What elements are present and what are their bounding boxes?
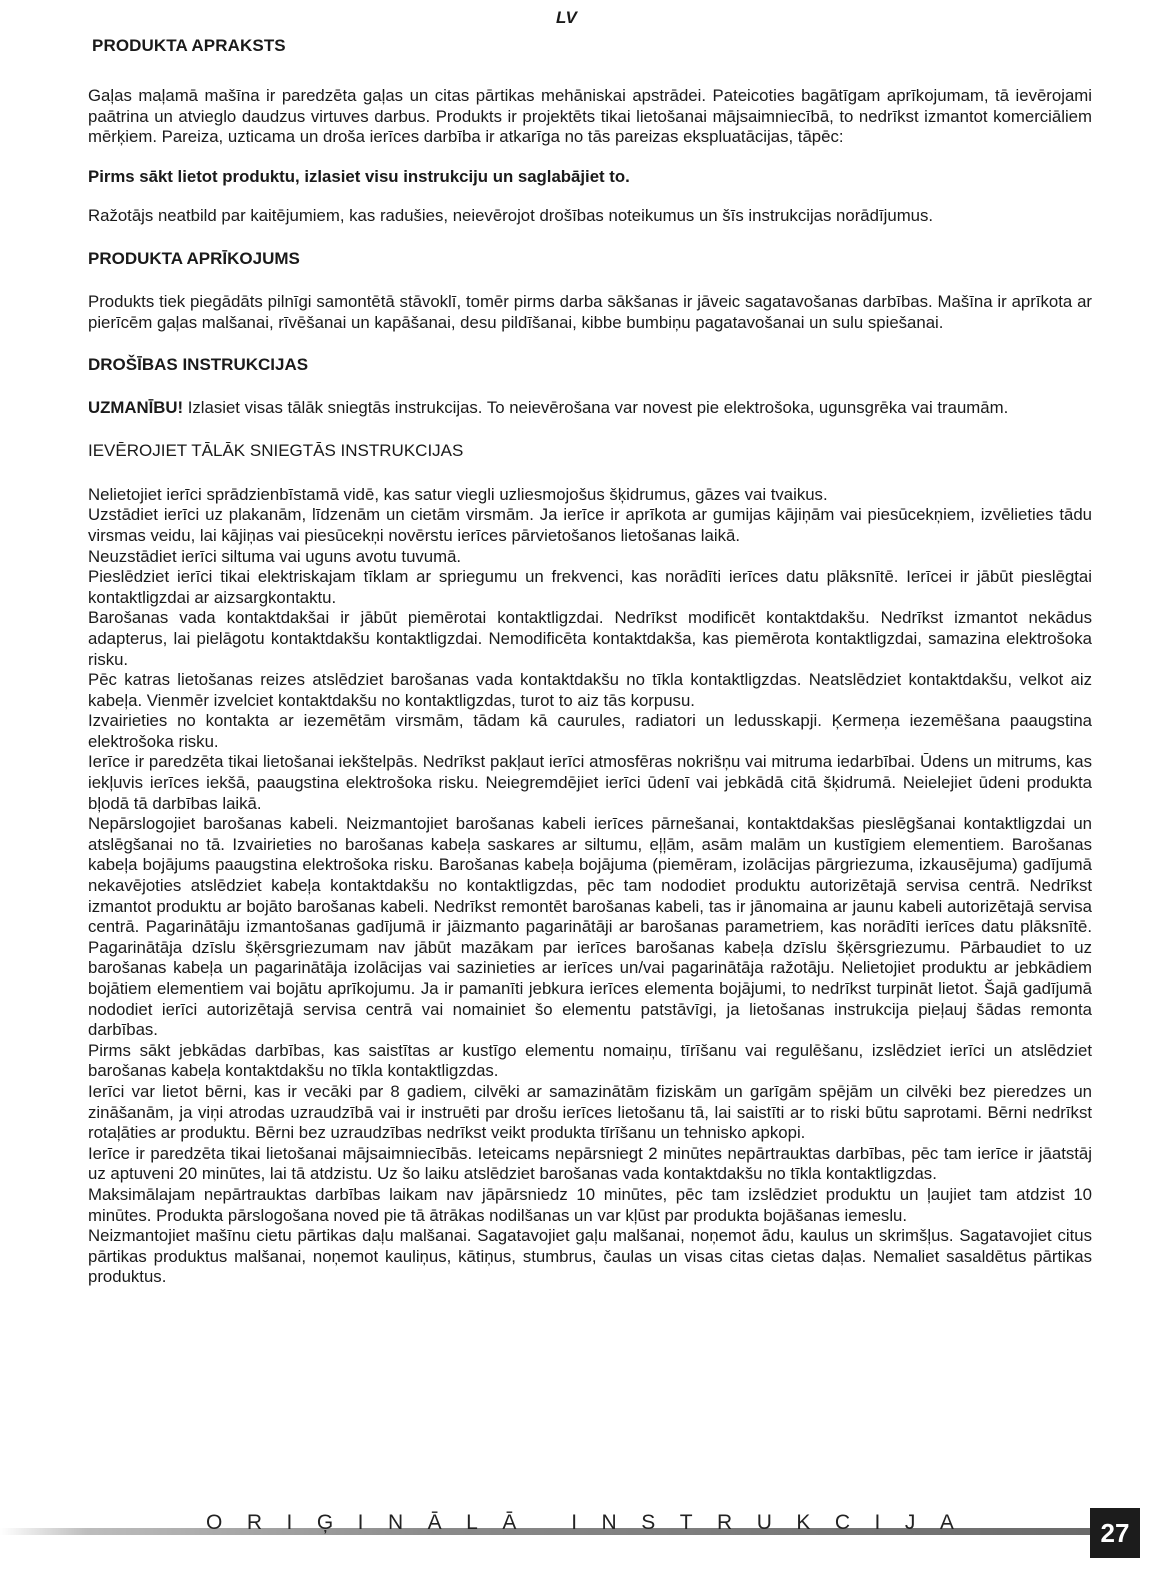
safety-rule: Ierīci var lietot bērni, kas ir vecāki par 8 gadiem, cilvēki ar samazinātām fiziskām un garīgām spējām un cilvēki bez pieredzes un zināšanām, ja viņi atrodas uzraudzībā vai ir instruēti par drošu ierīces lietošanu tā, lai saistīti ar to riski būtu saprotami. Bērni nedrīkst rotaļāties ar produktu. Bērni bez uzraudzības nedrīkst veikt produkta tīrīšanu un tehnisko apkopi.	[88, 1081, 1092, 1143]
safety-rule: Nepārslogojiet barošanas kabeli. Neizmantojiet barošanas kabeli ierīces pārnešanai, kontaktdakšas pieslēgšanai kontaktligzdai un atslēgšanai no tā. Izvairieties no barošanas kabeļa saskares ar siltumu, eļļām, asām malām un kustīgiem elementiem. Barošanas kabeļa bojājums paaugstina elektrošoka risku. Barošanas kabeļa bojājuma (piemēram, izolācijas pārgriezuma, izkausējuma) gadījumā nekavējoties atslēdziet kabeļa kontaktdakšu no kontaktligzdas, pēc tam nododiet produktu autorizētajā servisa centrā. Nedrīkst izmantot produktu ar bojāto barošanas kabeli. Nedrīkst remontēt barošanas kabeli, tas ir jānomaina ar jaunu kabeli autorizētajā servisa centrā. Pagarinātāju izmantošanas gadījumā ir jāizmanto pagarinātāji ar barošanas parametriem, kas norādīti ierīces datu plāksnītē. Pagarinātāja dzīslu šķērsgriezumam nav jābūt mazākam par ierīces barošanas kabeļa dzīslu šķērsgriezumu. Pārbaudiet to uz barošanas kabeļa un pagarinātāja izolācijas vai sazinieties ar ierīces un/vai pagarinātāja ražotāju. Nelietojiet produktu ar jebkādiem bojātiem elementiem vai bojātu aprīkojumu. Ja ir pamanīti jebkura ierīces elementa bojājumi, to nedrīkst turpināt lietot. Šajā gadījumā nododiet ierīci autorizētajā servisa centrā vai nomainiet šo elementu patstāvīgi, ja lietošanas instrukcija pieļauj šādas remonta darbības.	[88, 814, 1092, 1040]
page-title: PRODUKTA APRAKSTS	[92, 36, 286, 55]
safety-rule: Ierīce ir paredzēta tikai lietošanai iekštelpās. Nedrīkst pakļaut ierīci atmosfēras nokrišņu vai mitruma iedarbībai. Ūdens un mitrums, kas iekļuvis ierīces iekšā, paaugstina elektrošoka risku. Neiegremdējiet ierīci ūdenī vai jebkādā citā šķidrumā. Neielejiet ūdeni produkta bļodā tā darbības laikā.	[88, 752, 1092, 813]
safety-rule: Neuzstādiet ierīci siltuma vai uguns avotu tuvumā.	[88, 546, 462, 566]
safety-rule: Pieslēdziet ierīci tikai elektriskajam tīklam ar spriegumu un frekvenci, kas norādīti ierīces datu plāksnītē. Ierīcei ir jābūt pieslēgtai kontaktligzdai ar aizsargkontaktu.	[88, 567, 1092, 607]
safety-rule: Uzstādiet ierīci uz plakanām, līdzenām un cietām virsmām. Ja ierīce ir aprīkota ar gumijas kājiņām vai piesūcekņiem, izvēlieties tādu virsmas veidu, lai kājiņas vai piesūcekņi novērstu ierīces pārvietošanos lietošanas laikā.	[88, 505, 1092, 545]
equipment-paragraph: Produkts tiek piegādāts pilnīgi samontētā stāvoklī, tomēr pirms darba sākšanas ir jāveic sagatavošanas darbības. Mašīna ir aprīkota ar pierīcēm gaļas malšanai, rīvēšanai un kapāšanai, desu pildīšanai, kibbe bumbiņu pagatavošanai un sulu spiešanai.	[88, 291, 1092, 332]
warning-paragraph	[88, 398, 1092, 419]
footer-label: ORIĢINĀLĀ INSTRUKCIJA	[206, 1511, 979, 1534]
manufacturer-note: Ražotājs neatbild par kaitējumiem, kas radušies, neievērojot drošības noteikumus un šīs instrukcijas norādījumus.	[88, 206, 934, 226]
safety-rule: Neizmantojiet mašīnu cietu pārtikas daļu malšanai. Sagatavojiet gaļu malšanai, noņemot ādu, kaulus un skrimšļus. Sagatavojiet citus pārtikas produktus malšanai, noņemot kauliņus, kātiņus, stumbrus, čaulas un visas citas cietas daļas. Nemaliet sasaldētus pārtikas produktus.	[88, 1226, 1092, 1287]
safety-rule: Barošanas vada kontaktdakšai ir jābūt piemērotai kontaktligzdai. Nedrīkst modificēt kontaktdakšu. Nedrīkst izmantot nekādus adapterus, lai pielāgotu kontaktdakšu kontaktligzdai. Nemodificēta kontaktdakša, kas piemērota kontaktligzdai, samazina elektrošoka risku.	[88, 608, 1092, 669]
equipment-heading: PRODUKTA APRĪKOJUMS	[88, 248, 300, 268]
warning-text: Izlasiet visas tālāk sniegtās instrukcijas. To neievērošana var novest pie elektrošoka, ugunsgrēka vai traumām.	[183, 398, 1009, 418]
safety-rule: Pirms sākt jebkādas darbības, kas saistītas ar kustīgo elementu nomaiņu, tīrīšanu vai regulēšanu, izslēdziet ierīci un atslēdziet barošanas kabeļa kontaktdakšu no tīkla kontaktligzdas.	[88, 1040, 1092, 1081]
language-tag: LV	[556, 8, 577, 27]
follow-instructions-heading: IEVĒROJIET TĀLĀK SNIEGTĀS INSTRUKCIJAS	[88, 440, 464, 460]
safety-heading: DROŠĪBAS INSTRUKCIJAS	[88, 355, 309, 375]
intro-paragraph: Gaļas maļamā mašīna ir paredzēta gaļas un citas pārtikas mehāniskai apstrādei. Pateicoties bagātīgam aprīkojumam, tā ievērojami paātrina un atvieglo daudzus virtuves darbus. Produkts ir projektēts tikai lietošanai mājsaimniecībā, to nedrīkst izmantot komerciāliem mērķiem. Pareiza, uzticama un droša ierīces darbība ir atkarīga no tās pareizas ekspluatācijas, tāpēc:	[88, 86, 1092, 147]
warning-label: UZMANĪBU!	[88, 398, 184, 418]
safety-rule: Nelietojiet ierīci sprādzienbīstamā vidē, kas satur viegli uzliesmojošus šķidrumus, gāzes vai tvaikus.	[88, 484, 828, 504]
document-body	[88, 36, 1092, 1288]
page-number: 27	[1090, 1508, 1140, 1558]
safety-rule: Pēc katras lietošanas reizes atslēdziet barošanas vada kontaktdakšu no tīkla kontaktligzdas. Neatslēdziet kontaktdakšu, velkot aiz kabeļa. Vienmēr izvelciet kontaktdakšu no kontaktligzdas, turot to aiz tās korpusu.	[88, 670, 1092, 710]
read-first-notice: Pirms sākt lietot produktu, izlasiet visu instrukciju un saglabājiet to.	[88, 166, 630, 186]
safety-rules-list	[88, 485, 1092, 1288]
safety-rule: Ierīce ir paredzēta tikai lietošanai mājsaimniecībās. Ieteicams nepārsniegt 2 minūtes nepārtrauktas darbības, pēc tam ierīce ir jāatstāj uz aptuveni 20 minūtes, lai tā atdzistu. Uz šo laiku atslēdziet barošanas vada kontaktdakšu no tīkla kontaktligzdas.	[88, 1143, 1092, 1184]
safety-rule: Maksimālajam nepārtrauktas darbības laikam nav jāpārsniedz 10 minūtes, pēc tam izslēdziet produktu un ļaujiet tam atdzist 10 minūtes. Produkta pārslogošana noved pie tā ātrākas nodilšanas un var kļūst par produkta bojāšanas iemeslu.	[88, 1184, 1092, 1225]
safety-rule: Izvairieties no kontakta ar iezemētām virsmām, tādam kā caurules, radiatori un ledusskapji. Ķermeņa iezemēšana paaugstina elektrošoka risku.	[88, 711, 1092, 751]
